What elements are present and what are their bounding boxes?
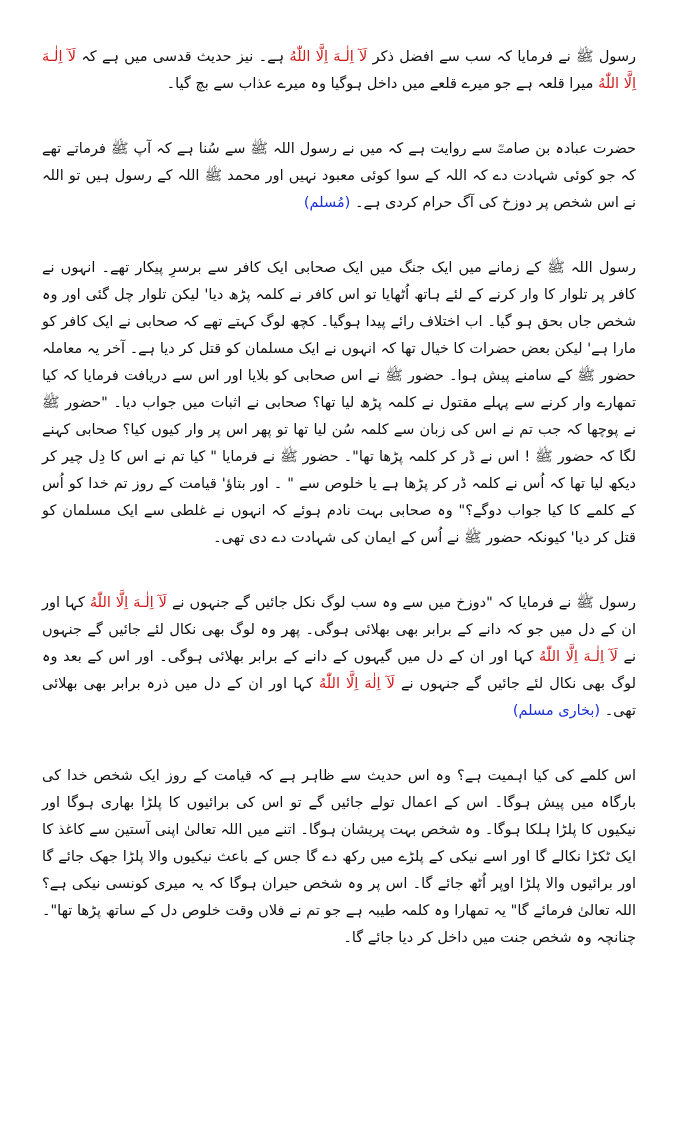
kalima-text: لَآ اِلٰـهَ اِلَّا اللّٰهُ <box>42 49 636 92</box>
hadith-reference: (مُسلم) <box>303 195 351 211</box>
paragraph-text: کہا اور ان کے دل میں جو کہ دانے کے برابر بھی بھلائی ہوگی۔ پھر وہ لوگ بھی نکال لئے جائیں گے جنہوں نے <box>42 595 636 665</box>
paragraph-scales-story <box>42 763 636 952</box>
kalima-text: لَآ اِلٰـهَ اِلَّا اللّٰهُ <box>539 649 618 665</box>
kalima-text: لَآ اِلٰـهَ اِلَّا اللّٰهُ <box>89 595 167 611</box>
paragraph-ubadah-hadith <box>42 136 636 217</box>
paragraph-best-dhikr <box>42 44 636 98</box>
kalima-text: لَآ اِلٰـهَ اِلَّا اللّٰهُ <box>289 49 368 65</box>
paragraph-text: کہا اور ان کے دل میں گیہوں کے دانے کے برابر بھلائی ہوگی۔ اور اس کے بعد وہ لوگ بھی نکال لئے جائیں گے جنہوں نے <box>42 649 637 692</box>
paragraph-text: میرا قلعہ ہے جو میرے قلعے میں داخل ہوگیا وہ میرے عذاب سے بچ گیا۔ <box>166 76 594 92</box>
paragraph-text: رسول ﷺ نے فرمایا کہ سب سے افضل ذکر <box>367 49 637 65</box>
paragraph-hell-release <box>42 590 636 725</box>
paragraph-text: رسول اللہ ﷺ کے زمانے میں ایک جنگ میں ایک صحابی ایک کافر سے برسرِ پیکار تھے۔ انہوں نے کافر پر تلوار کا وار کرنے کے لئے ہاتھ اُٹھایا تو اس کافر نے کلمہ پڑھ دیا' لیکن تلوار چل گئی اور وہ شخص جاں بحق ہو گیا۔ اب اختلاف رائے پیدا ہوگیا۔ کچھ لوگ کہتے تھے کہ صحابی نے ایک کافر کو مارا ہے' لیکن بعض حضرات کا خیال تھا کہ انہوں نے ایک مسلمان کو قتل کر دیا ہے۔ آخر یہ معاملہ حضور ﷺ کے سامنے پیش ہوا۔ حضور ﷺ نے اس صحابی کو بلایا اور اس سے دریافت فرمایا کہ کیا تمھارے وار کرنے سے پہلے مقتول نے کلمہ پڑھ لیا تھا؟ صحابی نے اثبات میں جواب دیا۔ "حضور ﷺ نے پوچھا کہ جب تم نے اس کی زبان سے کلمہ سُن لیا تھا تو پھر اس پر وار کیوں کیا؟ صحابی کہنے لگا کہ حضور ﷺ ! اس نے ڈر کر کلمہ پڑھا تھا"۔ حضور ﷺ نے فرمایا " کیا تم نے اس کا دِل چیر کر دیکھ لیا تھا کہ اُس نے کلمہ ڈر کر پڑھا ہے یا خلوص سے " ۔ اور بتاؤ' قیامت کے روز تم خدا کو اُس کے کلمے کا کیا جواب دوگے؟" وہ صحابی بہت نادم ہوئے کہ انہوں نے غلطی سے ایک مسلمان کو قتل کر دیا' کیونکہ حضور ﷺ نے اُس کے ایمان کی شہادت دے دی تھی۔ <box>42 260 636 546</box>
paragraph-text: رسول ﷺ نے فرمایا کہ "دوزخ میں سے وہ سب لوگ نکل جائیں گے جنہوں نے <box>166 595 637 611</box>
paragraph-text: کہا اور ان کے دل میں ذرہ برابر بھی بھلائی تھی۔ <box>42 676 636 719</box>
paragraph-text: حضرت عبادہ بن صامتؓ سے روایت ہے کہ میں نے رسول اللہ ﷺ سے سُنا ہے کہ آپ ﷺ فرماتے تھے کہ جو کوئی شہادت دے کہ اللہ کے سوا کوئی معبود نہیں اور محمد ﷺ اللہ کے رسول ہیں تو اللہ نے اس شخص پر دوزخ کی آگ حرام کردی ہے۔ <box>42 141 636 211</box>
kalima-text: لَآ اِلٰهَ اِلَّا اللّٰهُ <box>318 676 395 692</box>
paragraph-battle-story <box>42 255 636 552</box>
paragraph-text: ہے۔ نیز حدیث قدسی میں ہے کہ <box>76 49 285 65</box>
paragraph-text: اس کلمے کی کیا اہمیت ہے؟ وہ اس حدیث سے ظاہر ہے کہ قیامت کے روز ایک شخص خدا کی بارگاہ میں پیش ہوگا۔ اس کے اعمال تولے جائیں گے تو اس کی برائیوں کا پلڑا بھاری ہوگا اور نیکیوں کا پلڑا ہلکا ہوگا۔ وہ شخص بہت پریشان ہوگا۔ اتنے میں اللہ تعالیٰ اپنی آستین سے کاغذ کا ایک ٹکڑا نکالے گا اور اسے نیکی کے پلڑے میں رکھ دے گا جس کے باعث نیکیوں والا پلڑا جھک جائے گا اور برائیوں والا پلڑا اوپر اُٹھ جائے گا۔ اس پر وہ شخص حیران ہوگا کہ یہ میری کونسی نیکی ہے؟ اللہ تعالیٰ فرمائے گا" یہ تمھارا وہ کلمہ طیبہ ہے جو تم نے فلاں وقت خلوص دل کے ساتھ پڑھا تھا"۔ چنانچہ وہ شخص جنت میں داخل کر دیا جائے گا۔ <box>42 768 636 946</box>
hadith-reference: (بخاری مسلم) <box>512 703 601 719</box>
